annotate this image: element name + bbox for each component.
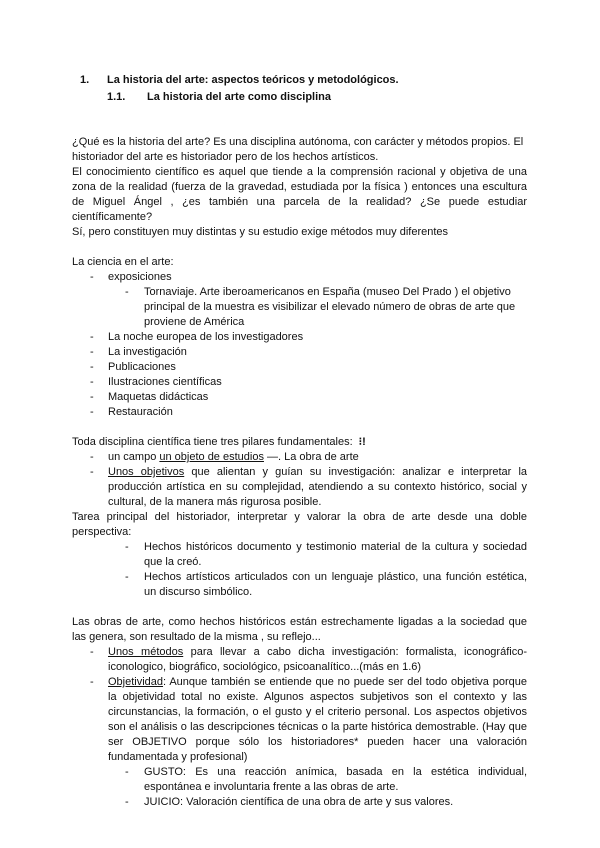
list-item bbox=[72, 375, 527, 390]
science-heading: La ciencia en el arte: bbox=[72, 256, 174, 268]
comment-marker-icon: ⁝! bbox=[358, 436, 366, 448]
obras-paragraph: Las obras de arte, como hechos históricos están estrechamente ligadas a la sociedad que las genera, son resultado de la misma , su reflejo... bbox=[72, 616, 527, 643]
list-item bbox=[72, 465, 527, 510]
pillar-2-link: Unos objetivos bbox=[108, 466, 185, 478]
list-item bbox=[72, 405, 527, 420]
list-item bbox=[72, 675, 527, 810]
list-item bbox=[72, 795, 527, 810]
sublist bbox=[72, 285, 527, 330]
list-item-text: Ilustraciones científicas bbox=[108, 376, 222, 388]
pillars-heading bbox=[72, 435, 527, 450]
heading-1 bbox=[72, 73, 527, 88]
objetividad-link: Objetividad bbox=[108, 676, 164, 688]
list-item-text: exposiciones bbox=[108, 271, 172, 283]
methods-link: Unos métodos bbox=[108, 646, 184, 658]
list-item bbox=[72, 645, 527, 675]
heading-1-text: La historia del arte: aspectos teóricos y metodológicos. bbox=[107, 74, 399, 86]
list-item bbox=[72, 285, 527, 330]
methods-text: para llevar a cabo dicha investigación: formalista, iconográfico-iconologico, biográfico, sociológico, psicoanalítico...(más en 1.6) bbox=[108, 646, 527, 673]
methods-list bbox=[72, 645, 527, 810]
list-item bbox=[72, 270, 527, 330]
list-item-text: Maquetas didácticas bbox=[108, 391, 209, 403]
pillar-1-post: —. La obra de arte bbox=[263, 451, 359, 463]
pillar-1-pre: un campo bbox=[108, 451, 160, 463]
heading-2 bbox=[72, 90, 527, 105]
list-item bbox=[72, 390, 527, 405]
document-content bbox=[72, 73, 527, 810]
pillars-heading-text: Toda disciplina científica tiene tres pilares fundamentales: bbox=[72, 436, 353, 448]
spacer bbox=[72, 105, 527, 120]
list-item-text: GUSTO: Es una reacción anímica, basada en la estética individual, espontánea e involuntaria frente a las obras de arte. bbox=[144, 766, 527, 793]
sublist bbox=[72, 765, 527, 810]
heading-1-number: 1. bbox=[80, 74, 90, 86]
pillars-list bbox=[72, 450, 527, 510]
spacer bbox=[72, 240, 527, 255]
list-item-text: Restauración bbox=[108, 406, 173, 418]
list-item bbox=[72, 570, 527, 600]
list-item-text: Hechos artísticos articulados con un lenguaje plástico, una función estética, un discurso simbólico. bbox=[144, 571, 527, 598]
spacer bbox=[72, 600, 527, 615]
heading-2-number: 1.1. bbox=[107, 91, 126, 103]
pillar-1-link: un objeto de estudios bbox=[159, 451, 264, 463]
intro-paragraph-1: ¿Qué es la historia del arte? Es una disciplina autónoma, con carácter y métodos propios. El historiador del arte es historiador pero de los hechos artísticos. bbox=[72, 136, 524, 163]
pillar-2-post: que alientan y guían su investigación: analizar e interpretar la producción artística en su complejidad, atendiendo a su contexto histórico, social y cultural, de la manera más rigurosa posible. bbox=[108, 466, 528, 508]
intro-paragraph-2: El conocimiento científico es aquel que tiende a la comprensión racional y objetiva de una zona de la realidad (fuerza de la gravedad, estudiada por la física ) entonces una escultura de Miguel Ángel , ¿es también una parcela de la realidad? ¿Se puede estudiar científicamente? bbox=[72, 166, 527, 223]
list-item-text: La noche europea de los investigadores bbox=[108, 331, 304, 343]
list-item bbox=[72, 540, 527, 570]
tarea-paragraph: Tarea principal del historiador, interpretar y valorar la obra de arte desde una doble perspectiva: bbox=[72, 511, 527, 538]
list-item-text: Tornaviaje. Arte iberoamericanos en España (museo Del Prado ) el objetivo principal de la muestra es visibilizar el elevado número de obras de arte que proviene de América bbox=[144, 286, 516, 328]
list-item bbox=[72, 450, 527, 465]
list-item bbox=[72, 360, 527, 375]
list-item-text: JUICIO: Valoración científica de una obra de arte y sus valores. bbox=[144, 796, 454, 808]
list-item bbox=[72, 345, 527, 360]
list-item-text: Publicaciones bbox=[108, 361, 176, 373]
spacer bbox=[72, 120, 527, 135]
objetividad-text: : Aunque también se entiende que no puede ser del todo objetiva porque la objetividad total no existe. Algunos aspectos subjetivos son el contexto y las circunstancias, la formación, o el gusto y el criterio personal. Los aspectos objetivos son el análisis o las descripciones técnicas o la parte histórica demostrable. (Hay que ser OBJETIVO porque sólo los historiadores* pueden hacer una valoración fundamentada y profesional) bbox=[108, 676, 527, 763]
list-item-text: La investigación bbox=[108, 346, 187, 358]
science-list bbox=[72, 270, 527, 420]
spacer bbox=[72, 420, 527, 435]
tarea-list bbox=[72, 540, 527, 600]
heading-2-text: La historia del arte como disciplina bbox=[147, 91, 331, 103]
list-item bbox=[72, 765, 527, 795]
list-item-text: Hechos históricos documento y testimonio material de la cultura y sociedad que la creó. bbox=[144, 541, 527, 568]
intro-paragraph-3: Sí, pero constituyen muy distintas y su estudio exige métodos muy diferentes bbox=[72, 226, 449, 238]
list-item bbox=[72, 330, 527, 345]
